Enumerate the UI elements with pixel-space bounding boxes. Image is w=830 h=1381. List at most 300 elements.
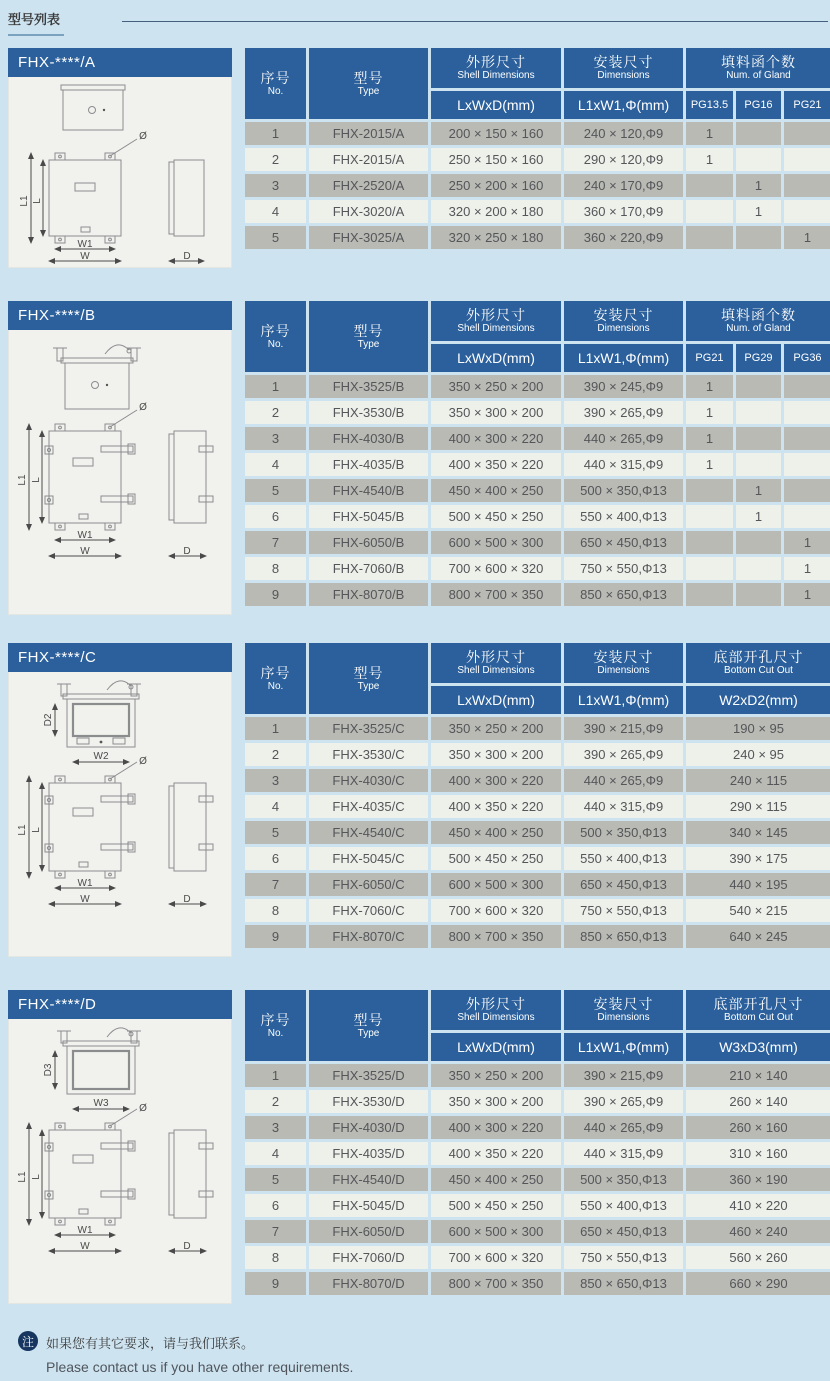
table-cell: 800 × 700 × 350 bbox=[431, 925, 561, 948]
table-cell: 390 × 265,Φ9 bbox=[564, 1090, 683, 1113]
dim-label-phi: Ø bbox=[139, 1103, 147, 1114]
dim-label-l1: L1 bbox=[17, 1171, 28, 1183]
table-cell: 9 bbox=[245, 1272, 306, 1295]
table-cell bbox=[686, 557, 733, 580]
table-cell: 210 × 140 bbox=[686, 1064, 830, 1087]
table-cell: 350 × 300 × 200 bbox=[431, 1090, 561, 1113]
table-cell: 500 × 450 × 250 bbox=[431, 847, 561, 870]
table-cell: FHX-2520/A bbox=[309, 174, 428, 197]
table-a-body bbox=[245, 122, 830, 249]
dim-label-w: W bbox=[80, 546, 90, 557]
table-cell: 500 × 350,Φ13 bbox=[564, 1168, 683, 1191]
table-cell bbox=[686, 505, 733, 528]
table-cell: 360 × 220,Φ9 bbox=[564, 226, 683, 249]
table-cell: 2 bbox=[245, 743, 306, 766]
table-cell: 350 × 250 × 200 bbox=[431, 375, 561, 398]
dim-label-cut-w: W2 bbox=[93, 751, 109, 762]
col-header-cutout-unit: W3xD3(mm) bbox=[686, 1033, 830, 1061]
table-cell: 440 × 315,Φ9 bbox=[564, 1142, 683, 1165]
col-header-type: 型号 Type bbox=[309, 990, 428, 1061]
table-cell: 5 bbox=[245, 226, 306, 249]
note-text bbox=[46, 1329, 353, 1375]
table-cell: FHX-8070/C bbox=[309, 925, 428, 948]
table-cell bbox=[784, 375, 830, 398]
section-fhx-b bbox=[8, 301, 830, 615]
table-cell: 440 × 195 bbox=[686, 873, 830, 896]
table-cell: 550 × 400,Φ13 bbox=[564, 505, 683, 528]
table-cell: 3 bbox=[245, 174, 306, 197]
table-cell: 400 × 300 × 220 bbox=[431, 1116, 561, 1139]
table-cell: FHX-3025/A bbox=[309, 226, 428, 249]
table-cell: 1 bbox=[245, 375, 306, 398]
dim-label-l1: L1 bbox=[17, 824, 28, 836]
table-cell: 240 × 120,Φ9 bbox=[564, 122, 683, 145]
table-cell: 310 × 160 bbox=[686, 1142, 830, 1165]
table-cell: 260 × 160 bbox=[686, 1116, 830, 1139]
table-cell: 650 × 450,Φ13 bbox=[564, 1220, 683, 1243]
dim-label-w: W bbox=[80, 1241, 90, 1252]
dim-label-l: L bbox=[32, 198, 43, 204]
table-cell: FHX-4035/C bbox=[309, 795, 428, 818]
table-row bbox=[245, 1168, 830, 1191]
table-cell: 1 bbox=[686, 122, 733, 145]
table-cell: FHX-3530/B bbox=[309, 401, 428, 424]
drawing-card-d bbox=[8, 990, 232, 1304]
table-row bbox=[245, 453, 830, 476]
dim-label-w1: W1 bbox=[77, 1225, 93, 1236]
table-cell: 250 × 200 × 160 bbox=[431, 174, 561, 197]
table-cell: 700 × 600 × 320 bbox=[431, 899, 561, 922]
table-cell: FHX-4540/D bbox=[309, 1168, 428, 1191]
table-row bbox=[245, 583, 830, 606]
table-cell: 700 × 600 × 320 bbox=[431, 1246, 561, 1269]
table-cell: 1 bbox=[686, 401, 733, 424]
table-a bbox=[245, 48, 830, 252]
table-cell: 8 bbox=[245, 1246, 306, 1269]
col-header-shell: 外形尺寸 Shell Dimensions bbox=[431, 48, 561, 88]
drawing-card-c bbox=[8, 643, 232, 957]
table-cell: FHX-7060/B bbox=[309, 557, 428, 580]
col-header-install: 安装尺寸 Dimensions bbox=[564, 990, 683, 1030]
table-cell: 290 × 120,Φ9 bbox=[564, 148, 683, 171]
table-cell: 450 × 400 × 250 bbox=[431, 479, 561, 502]
table-c bbox=[245, 643, 830, 951]
table-cell: 390 × 265,Φ9 bbox=[564, 401, 683, 424]
table-cell: 350 × 250 × 200 bbox=[431, 1064, 561, 1087]
dim-label-phi: Ø bbox=[139, 756, 147, 767]
table-cell: 1 bbox=[784, 583, 830, 606]
table-cell: FHX-6050/C bbox=[309, 873, 428, 896]
col-header-no: 序号 No. bbox=[245, 48, 306, 119]
table-cell: 2 bbox=[245, 148, 306, 171]
table-row bbox=[245, 899, 830, 922]
table-cell: 640 × 245 bbox=[686, 925, 830, 948]
page-header bbox=[8, 7, 830, 33]
table-cell: FHX-4540/B bbox=[309, 479, 428, 502]
table-c-header bbox=[245, 643, 830, 714]
note-text-en: Please contact us if you have other requirements. bbox=[46, 1359, 354, 1375]
table-row bbox=[245, 226, 830, 249]
table-cell: 5 bbox=[245, 479, 306, 502]
table-cell: 350 × 300 × 200 bbox=[431, 743, 561, 766]
section-label-d: FHX-****/D bbox=[8, 990, 232, 1019]
table-row bbox=[245, 479, 830, 502]
section-label-b: FHX-****/B bbox=[8, 301, 232, 330]
table-row bbox=[245, 821, 830, 844]
col-header-shell-unit: LxWxD(mm) bbox=[431, 1033, 561, 1061]
table-cell: FHX-5045/D bbox=[309, 1194, 428, 1217]
col-header-shell-unit: LxWxD(mm) bbox=[431, 91, 561, 119]
table-cell: 7 bbox=[245, 531, 306, 554]
technical-drawing-d bbox=[9, 1019, 231, 1302]
table-cell bbox=[784, 174, 830, 197]
table-row bbox=[245, 401, 830, 424]
table-row bbox=[245, 375, 830, 398]
table-cell: 850 × 650,Φ13 bbox=[564, 583, 683, 606]
table-row bbox=[245, 743, 830, 766]
table-row bbox=[245, 1194, 830, 1217]
table-cell: 340 × 145 bbox=[686, 821, 830, 844]
dim-label-d: D bbox=[183, 546, 191, 557]
table-cell: 500 × 350,Φ13 bbox=[564, 821, 683, 844]
table-cell bbox=[686, 479, 733, 502]
table-row bbox=[245, 1142, 830, 1165]
note-badge-icon: 注 bbox=[18, 1331, 38, 1351]
table-cell: FHX-2015/A bbox=[309, 122, 428, 145]
table-cell: 500 × 450 × 250 bbox=[431, 1194, 561, 1217]
table-cell: 5 bbox=[245, 821, 306, 844]
table-c-body bbox=[245, 717, 830, 948]
table-row bbox=[245, 557, 830, 580]
table-cell: 8 bbox=[245, 899, 306, 922]
table-a-header bbox=[245, 48, 830, 119]
table-cell: FHX-4030/C bbox=[309, 769, 428, 792]
table-cell bbox=[736, 226, 781, 249]
table-cell: FHX-5045/B bbox=[309, 505, 428, 528]
table-cell bbox=[736, 427, 781, 450]
table-cell: 9 bbox=[245, 925, 306, 948]
table-cell: 350 × 300 × 200 bbox=[431, 401, 561, 424]
table-cell: 560 × 260 bbox=[686, 1246, 830, 1269]
table-row bbox=[245, 1220, 830, 1243]
table-cell: FHX-7060/C bbox=[309, 899, 428, 922]
table-cell bbox=[736, 122, 781, 145]
table-cell: FHX-8070/D bbox=[309, 1272, 428, 1295]
header-rule bbox=[122, 21, 828, 22]
table-cell: FHX-3525/C bbox=[309, 717, 428, 740]
dim-label-cut-d: D3 bbox=[43, 1063, 54, 1077]
table-cell bbox=[686, 531, 733, 554]
col-header-install-unit: L1xW1,Φ(mm) bbox=[564, 344, 683, 372]
table-cell: 500 × 450 × 250 bbox=[431, 505, 561, 528]
table-cell: 390 × 245,Φ9 bbox=[564, 375, 683, 398]
technical-drawing-c bbox=[9, 672, 231, 955]
col-header-type: 型号 Type bbox=[309, 48, 428, 119]
drawing-panel-c bbox=[8, 672, 232, 957]
table-cell: 500 × 350,Φ13 bbox=[564, 479, 683, 502]
col-header-gland: 填料函个数 Num. of Gland bbox=[686, 48, 830, 88]
table-cell: 320 × 250 × 180 bbox=[431, 226, 561, 249]
dim-label-phi: Ø bbox=[139, 402, 147, 413]
table-cell: 440 × 315,Φ9 bbox=[564, 453, 683, 476]
table-cell: 3 bbox=[245, 769, 306, 792]
col-header-no: 序号 No. bbox=[245, 301, 306, 372]
col-header-install: 安装尺寸 Dimensions bbox=[564, 643, 683, 683]
table-cell: FHX-8070/B bbox=[309, 583, 428, 606]
table-cell: FHX-4030/B bbox=[309, 427, 428, 450]
table-row bbox=[245, 925, 830, 948]
table-cell: FHX-4540/C bbox=[309, 821, 428, 844]
table-cell: 440 × 265,Φ9 bbox=[564, 769, 683, 792]
table-cell: 650 × 450,Φ13 bbox=[564, 873, 683, 896]
dim-label-cut-w: W3 bbox=[93, 1098, 109, 1109]
table-row bbox=[245, 148, 830, 171]
table-cell: FHX-5045/C bbox=[309, 847, 428, 870]
table-cell: FHX-4030/D bbox=[309, 1116, 428, 1139]
table-cell: 350 × 250 × 200 bbox=[431, 717, 561, 740]
table-row bbox=[245, 174, 830, 197]
col-header-pg1: PG21 bbox=[686, 344, 733, 372]
table-cell: 750 × 550,Φ13 bbox=[564, 1246, 683, 1269]
col-header-cutout: 底部开孔尺寸 Bottom Cut Out bbox=[686, 643, 830, 683]
table-cell: 750 × 550,Φ13 bbox=[564, 899, 683, 922]
dim-label-w1: W1 bbox=[77, 878, 93, 889]
table-cell: 600 × 500 × 300 bbox=[431, 1220, 561, 1243]
table-cell: 1 bbox=[736, 479, 781, 502]
col-header-install-unit: L1xW1,Φ(mm) bbox=[564, 686, 683, 714]
table-cell: 850 × 650,Φ13 bbox=[564, 1272, 683, 1295]
table-cell: 400 × 350 × 220 bbox=[431, 453, 561, 476]
table-cell: 360 × 170,Φ9 bbox=[564, 200, 683, 223]
col-header-install-unit: L1xW1,Φ(mm) bbox=[564, 1033, 683, 1061]
table-cell: 410 × 220 bbox=[686, 1194, 830, 1217]
table-cell: 4 bbox=[245, 200, 306, 223]
table-cell: 600 × 500 × 300 bbox=[431, 531, 561, 554]
dim-label-d: D bbox=[183, 894, 191, 905]
table-cell: FHX-4035/D bbox=[309, 1142, 428, 1165]
table-cell: 250 × 150 × 160 bbox=[431, 148, 561, 171]
col-header-type: 型号 Type bbox=[309, 643, 428, 714]
table-row bbox=[245, 1064, 830, 1087]
table-cell bbox=[686, 174, 733, 197]
table-cell: 700 × 600 × 320 bbox=[431, 557, 561, 580]
dim-label-l: L bbox=[31, 1174, 42, 1180]
dim-label-l1: L1 bbox=[19, 195, 30, 207]
table-cell: 400 × 300 × 220 bbox=[431, 769, 561, 792]
table-row bbox=[245, 1272, 830, 1295]
table-cell: 7 bbox=[245, 873, 306, 896]
table-cell: 400 × 350 × 220 bbox=[431, 1142, 561, 1165]
col-header-gland: 填料函个数 Num. of Gland bbox=[686, 301, 830, 341]
table-cell: 4 bbox=[245, 795, 306, 818]
table-cell: FHX-2015/A bbox=[309, 148, 428, 171]
technical-drawing-a bbox=[9, 77, 231, 266]
table-cell: 400 × 300 × 220 bbox=[431, 427, 561, 450]
table-cell: 360 × 190 bbox=[686, 1168, 830, 1191]
dim-label-l: L bbox=[31, 477, 42, 483]
table-cell: 1 bbox=[686, 453, 733, 476]
table-cell: 240 × 95 bbox=[686, 743, 830, 766]
table-cell: FHX-3525/B bbox=[309, 375, 428, 398]
table-cell: 850 × 650,Φ13 bbox=[564, 925, 683, 948]
dim-label-phi: Ø bbox=[139, 131, 147, 142]
table-cell: 550 × 400,Φ13 bbox=[564, 1194, 683, 1217]
table-cell: 1 bbox=[736, 200, 781, 223]
table-cell: 460 × 240 bbox=[686, 1220, 830, 1243]
col-header-pg3: PG36 bbox=[784, 344, 830, 372]
table-cell bbox=[736, 375, 781, 398]
table-cell: FHX-3530/D bbox=[309, 1090, 428, 1113]
col-header-shell: 外形尺寸 Shell Dimensions bbox=[431, 301, 561, 341]
col-header-install: 安装尺寸 Dimensions bbox=[564, 301, 683, 341]
table-cell bbox=[784, 479, 830, 502]
dim-label-w1: W1 bbox=[77, 530, 93, 541]
table-cell: 600 × 500 × 300 bbox=[431, 873, 561, 896]
table-cell: 4 bbox=[245, 453, 306, 476]
table-cell bbox=[784, 200, 830, 223]
drawing-panel-d bbox=[8, 1019, 232, 1304]
table-cell: 800 × 700 × 350 bbox=[431, 1272, 561, 1295]
table-cell: 6 bbox=[245, 505, 306, 528]
table-cell bbox=[784, 453, 830, 476]
table-cell: 4 bbox=[245, 1142, 306, 1165]
dim-label-d: D bbox=[183, 1241, 191, 1252]
table-row bbox=[245, 1116, 830, 1139]
table-cell: FHX-4035/B bbox=[309, 453, 428, 476]
table-row bbox=[245, 795, 830, 818]
table-cell: FHX-6050/B bbox=[309, 531, 428, 554]
table-cell bbox=[784, 122, 830, 145]
table-cell: 540 × 215 bbox=[686, 899, 830, 922]
table-cell bbox=[736, 453, 781, 476]
dim-label-w1: W1 bbox=[77, 239, 93, 250]
table-cell bbox=[736, 531, 781, 554]
col-header-shell: 外形尺寸 Shell Dimensions bbox=[431, 643, 561, 683]
table-cell: 3 bbox=[245, 427, 306, 450]
table-cell bbox=[686, 583, 733, 606]
col-header-cutout: 底部开孔尺寸 Bottom Cut Out bbox=[686, 990, 830, 1030]
table-cell: 800 × 700 × 350 bbox=[431, 583, 561, 606]
table-cell: 6 bbox=[245, 1194, 306, 1217]
table-cell bbox=[736, 148, 781, 171]
dim-label-l1: L1 bbox=[17, 474, 28, 486]
table-cell: 660 × 290 bbox=[686, 1272, 830, 1295]
col-header-cutout-unit: W2xD2(mm) bbox=[686, 686, 830, 714]
table-row bbox=[245, 847, 830, 870]
table-cell: 550 × 400,Φ13 bbox=[564, 847, 683, 870]
table-cell bbox=[784, 427, 830, 450]
table-cell: 390 × 215,Φ9 bbox=[564, 717, 683, 740]
table-row bbox=[245, 1246, 830, 1269]
table-cell: 1 bbox=[245, 1064, 306, 1087]
table-cell: 7 bbox=[245, 1220, 306, 1243]
table-cell: 440 × 315,Φ9 bbox=[564, 795, 683, 818]
table-cell bbox=[686, 226, 733, 249]
drawing-panel-b bbox=[8, 330, 232, 615]
table-cell bbox=[736, 401, 781, 424]
table-cell bbox=[784, 401, 830, 424]
table-cell: 290 × 115 bbox=[686, 795, 830, 818]
section-label-c: FHX-****/C bbox=[8, 643, 232, 672]
dim-label-d: D bbox=[183, 251, 191, 262]
dim-label-cut-d: D2 bbox=[43, 713, 54, 727]
table-cell: 6 bbox=[245, 847, 306, 870]
dim-label-w: W bbox=[80, 251, 90, 262]
table-cell: FHX-3530/C bbox=[309, 743, 428, 766]
table-cell: FHX-3525/D bbox=[309, 1064, 428, 1087]
table-cell: 1 bbox=[784, 226, 830, 249]
table-cell: 390 × 175 bbox=[686, 847, 830, 870]
col-header-shell-unit: LxWxD(mm) bbox=[431, 686, 561, 714]
table-cell: 1 bbox=[736, 505, 781, 528]
table-row bbox=[245, 427, 830, 450]
note-text-zh: 如果您有其它要求，请与我们联系。 bbox=[46, 1336, 255, 1351]
table-cell: 390 × 215,Φ9 bbox=[564, 1064, 683, 1087]
table-cell: 240 × 115 bbox=[686, 769, 830, 792]
table-cell: 8 bbox=[245, 557, 306, 580]
col-header-shell: 外形尺寸 Shell Dimensions bbox=[431, 990, 561, 1030]
col-header-pg2: PG16 bbox=[736, 91, 781, 119]
col-header-install-unit: L1xW1,Φ(mm) bbox=[564, 91, 683, 119]
dim-label-w: W bbox=[80, 894, 90, 905]
table-cell: 1 bbox=[686, 427, 733, 450]
col-header-pg2: PG29 bbox=[736, 344, 781, 372]
table-cell: 440 × 265,Φ9 bbox=[564, 1116, 683, 1139]
page-title: 型号列表 bbox=[8, 7, 64, 36]
table-cell: 1 bbox=[784, 557, 830, 580]
table-b bbox=[245, 301, 830, 609]
table-cell: 1 bbox=[686, 148, 733, 171]
table-cell: 5 bbox=[245, 1168, 306, 1191]
technical-drawing-b bbox=[9, 330, 231, 613]
table-cell bbox=[784, 148, 830, 171]
table-cell: 1 bbox=[686, 375, 733, 398]
table-d-header bbox=[245, 990, 830, 1061]
table-row bbox=[245, 1090, 830, 1113]
table-cell: 260 × 140 bbox=[686, 1090, 830, 1113]
table-cell: FHX-7060/D bbox=[309, 1246, 428, 1269]
section-fhx-d bbox=[8, 990, 830, 1304]
table-cell: 1 bbox=[245, 717, 306, 740]
table-cell: 190 × 95 bbox=[686, 717, 830, 740]
drawing-card-b bbox=[8, 301, 232, 615]
table-cell: 200 × 150 × 160 bbox=[431, 122, 561, 145]
table-row bbox=[245, 873, 830, 896]
col-header-type: 型号 Type bbox=[309, 301, 428, 372]
footer-note bbox=[18, 1329, 830, 1375]
dim-label-l: L bbox=[31, 827, 42, 833]
table-cell: 400 × 350 × 220 bbox=[431, 795, 561, 818]
table-row bbox=[245, 200, 830, 223]
table-cell: 1 bbox=[784, 531, 830, 554]
table-cell bbox=[736, 583, 781, 606]
col-header-pg1: PG13.5 bbox=[686, 91, 733, 119]
table-cell: 2 bbox=[245, 401, 306, 424]
table-cell: 750 × 550,Φ13 bbox=[564, 557, 683, 580]
table-cell: 1 bbox=[736, 174, 781, 197]
table-row bbox=[245, 122, 830, 145]
table-cell: 2 bbox=[245, 1090, 306, 1113]
table-cell: 650 × 450,Φ13 bbox=[564, 531, 683, 554]
table-cell bbox=[784, 505, 830, 528]
table-cell: FHX-3020/A bbox=[309, 200, 428, 223]
table-cell: FHX-6050/D bbox=[309, 1220, 428, 1243]
table-cell: 450 × 400 × 250 bbox=[431, 1168, 561, 1191]
drawing-card-a bbox=[8, 48, 232, 268]
table-row bbox=[245, 769, 830, 792]
table-cell: 1 bbox=[245, 122, 306, 145]
table-b-body bbox=[245, 375, 830, 606]
